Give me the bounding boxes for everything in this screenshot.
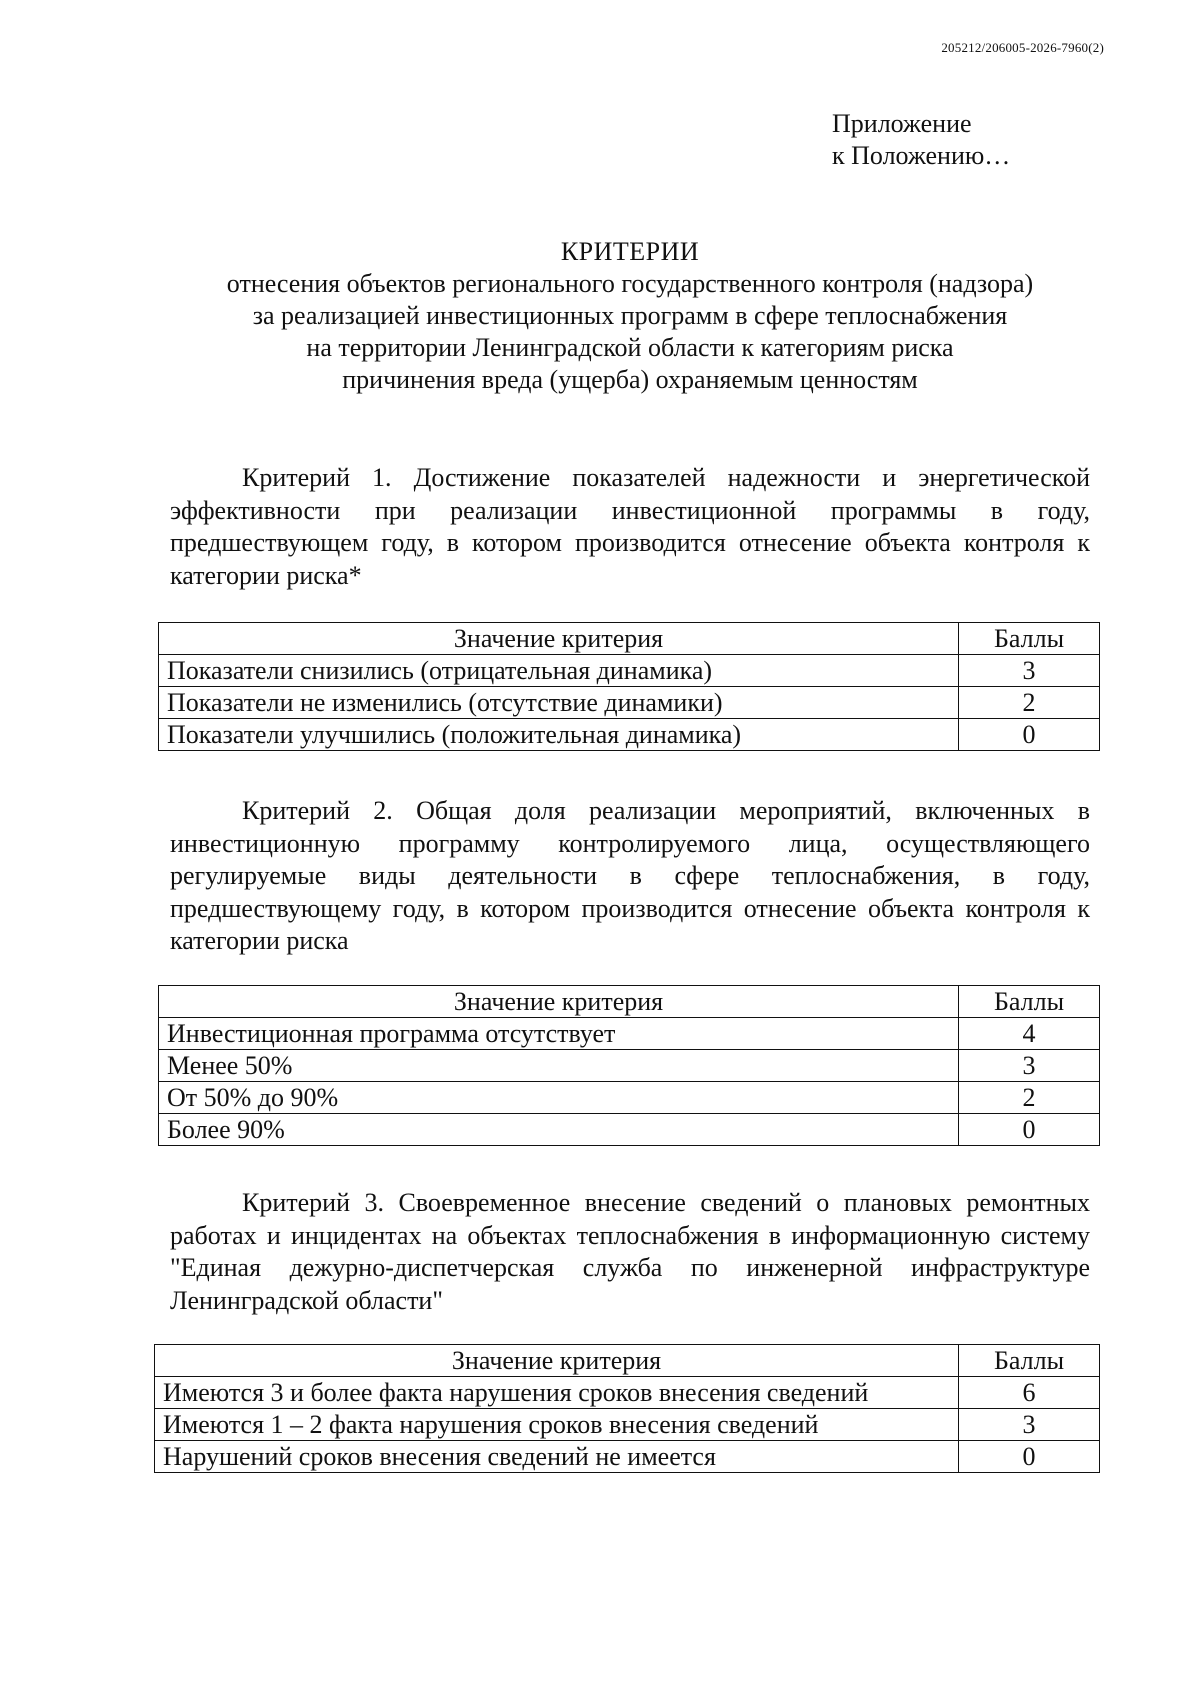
criterion-value-cell: Имеются 1 – 2 факта нарушения сроков внесения сведений [155,1409,959,1441]
table-header-row [159,986,1100,1018]
table-row [155,1409,1100,1441]
document-title [0,236,1200,396]
criterion-3-table [154,1344,1100,1473]
score-cell: 4 [959,1018,1100,1050]
column-header-value: Значение критерия [155,1345,959,1377]
criterion-value-cell: От 50% до 90% [159,1082,959,1114]
table-row [155,1377,1100,1409]
column-header-value: Значение критерия [159,623,959,655]
criterion-value-cell: Показатели не изменились (отсутствие динамики) [159,687,959,719]
score-cell: 6 [959,1377,1100,1409]
table-row [159,719,1100,751]
score-cell: 3 [959,1409,1100,1441]
criterion-1-text: Критерий 1. Достижение показателей надежности и энергетической эффективности при реализации инвестиционной программы в году, предшествующем году, в котором производится отнесение объекта контроля к категории риска* [170,463,1090,590]
criterion-2-table [158,985,1100,1146]
title-line-4: причинения вреда (ущерба) охраняемым ценностям [342,365,918,394]
table-header-row [159,623,1100,655]
table-row [155,1441,1100,1473]
column-header-value: Значение критерия [159,986,959,1018]
criterion-2-text: Критерий 2. Общая доля реализации мероприятий, включенных в инвестиционную программу контролируемого лица, осуществляющего регулируемые виды деятельности в сфере теплоснабжения, в году, предшествующему году, в котором производится отнесение объекта контроля к категории риска [170,796,1090,955]
title-heading: КРИТЕРИИ [560,237,700,266]
table-row [159,687,1100,719]
score-cell: 3 [959,1050,1100,1082]
title-line-1: отнесения объектов регионального государственного контроля (надзора) [226,269,1034,298]
score-cell: 2 [959,687,1100,719]
column-header-score: Баллы [959,986,1100,1018]
criterion-3-text: Критерий 3. Своевременное внесение сведений о плановых ремонтных работах и инцидентах на объектах теплоснабжения в информационную систему "Единая дежурно-диспетчерская служба по инженерной инфраструктуре Ленинградской области" [170,1188,1090,1315]
table-row [159,1114,1100,1146]
column-header-score: Баллы [959,1345,1100,1377]
column-header-score: Баллы [959,623,1100,655]
appendix-line-2: к Положению… [832,141,1011,170]
score-cell: 0 [959,719,1100,751]
table-row [159,1082,1100,1114]
criterion-value-cell: Менее 50% [159,1050,959,1082]
criterion-value-cell: Имеются 3 и более факта нарушения сроков внесения сведений [155,1377,959,1409]
criterion-value-cell: Показатели улучшились (положительная динамика) [159,719,959,751]
score-cell: 2 [959,1082,1100,1114]
table-row [159,1050,1100,1082]
score-cell: 0 [959,1441,1100,1473]
appendix-reference [832,108,1010,172]
document-number: 205212/206005-2026-7960(2) [941,40,1104,55]
title-line-2: за реализацией инвестиционных программ в сфере теплоснабжения [252,301,1008,330]
title-line-3: на территории Ленинградской области к категориям риска [306,333,954,362]
criterion-value-cell: Инвестиционная программа отсутствует [159,1018,959,1050]
score-cell: 0 [959,1114,1100,1146]
score-cell: 3 [959,655,1100,687]
criterion-1-table [158,622,1100,751]
criterion-value-cell: Показатели снизились (отрицательная динамика) [159,655,959,687]
table-row [159,1018,1100,1050]
table-header-row [155,1345,1100,1377]
table-row [159,655,1100,687]
criterion-value-cell: Более 90% [159,1114,959,1146]
appendix-line-1: Приложение [832,109,972,138]
criterion-value-cell: Нарушений сроков внесения сведений не имеется [155,1441,959,1473]
